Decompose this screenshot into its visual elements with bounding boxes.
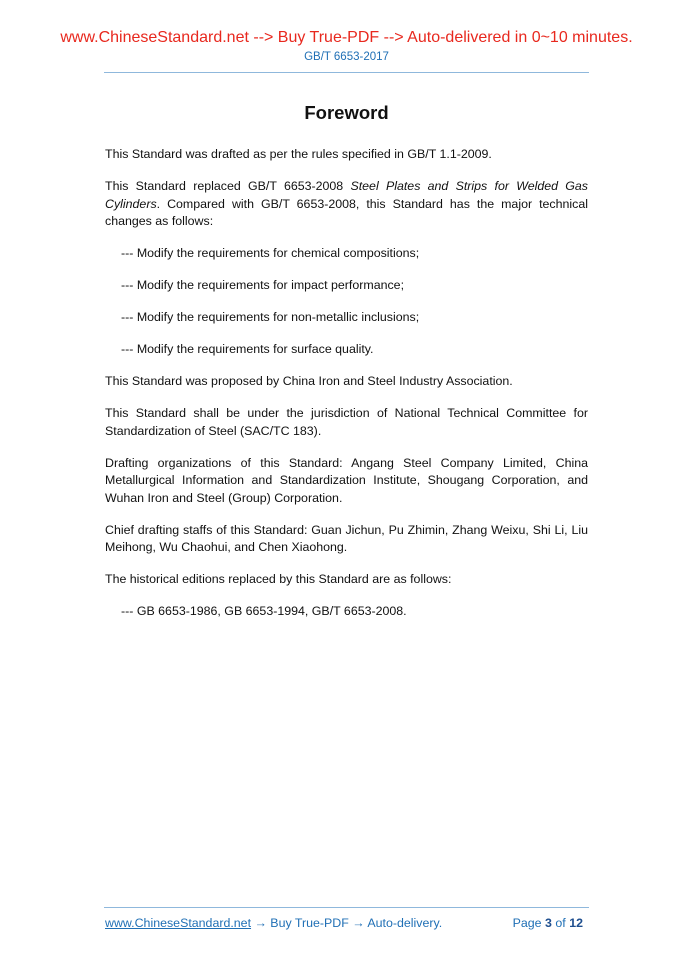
change-item: --- Modify the requirements for surface quality.: [121, 342, 374, 357]
replacement-text-post: . Compared with GB/T 6653-2008, this Standard has the major technical changes as follows:: [105, 196, 588, 229]
paragraph-drafting-rules: This Standard was drafted as per the rules specified in GB/T 1.1-2009.: [105, 147, 492, 161]
foreword-body: [105, 146, 588, 635]
paragraph-drafting-organizations: Drafting organizations of this Standard: Angang Steel Company Limited, China Metallurgical Information and Standardization Institute, Shougang Corporation, and Wuhan Iron and Steel (Group) Corporation.: [105, 455, 588, 505]
paragraph-historical-editions: The historical editions replaced by this Standard are as follows:: [105, 572, 452, 587]
footer-promo-text: → Buy True-PDF → Auto-delivery.: [251, 916, 443, 930]
change-item: --- Modify the requirements for chemical compositions;: [121, 246, 420, 261]
page-of-label: of: [555, 916, 566, 930]
replacement-text-pre: This Standard replaced GB/T 6653-2008: [105, 178, 351, 193]
promo-banner[interactable]: www.ChineseStandard.net --> Buy True-PDF --> Auto-delivered in 0~10 minutes.: [60, 29, 633, 46]
paragraph-drafting-staff: Chief drafting staffs of this Standard: Guan Jichun, Pu Zhimin, Zhang Weixu, Shi Li, Liu Meihong, Wu Chaohui, and Chen Xiaohong.: [105, 522, 588, 555]
footer-site-link[interactable]: www.ChineseStandard.net: [105, 916, 252, 930]
header-divider: [104, 72, 589, 73]
change-item: --- Modify the requirements for non-metallic inclusions;: [121, 310, 420, 325]
historical-editions-list: --- GB 6653-1986, GB 6653-1994, GB/T 6653-2008.: [121, 604, 407, 619]
page-total: 12: [569, 916, 583, 930]
replaced-standard-title: Steel Plates and Strips for Welded Gas Cylinders: [105, 178, 588, 211]
page-title: Foreword: [304, 102, 389, 123]
paragraph-replacement: [105, 178, 588, 231]
footer-divider: [104, 907, 589, 908]
page-current: 3: [545, 916, 552, 930]
standard-code-header: GB/T 6653-2017: [304, 51, 389, 63]
change-item: --- Modify the requirements for impact performance;: [121, 278, 405, 293]
page-footer: [105, 915, 588, 931]
page-indicator: [513, 915, 583, 931]
page-label: Page: [512, 916, 542, 930]
paragraph-proposed-by: This Standard was proposed by China Iron and Steel Industry Association.: [105, 374, 513, 389]
paragraph-jurisdiction: This Standard shall be under the jurisdiction of National Technical Committee for Standardization of Steel (SAC/TC 183).: [105, 406, 588, 438]
